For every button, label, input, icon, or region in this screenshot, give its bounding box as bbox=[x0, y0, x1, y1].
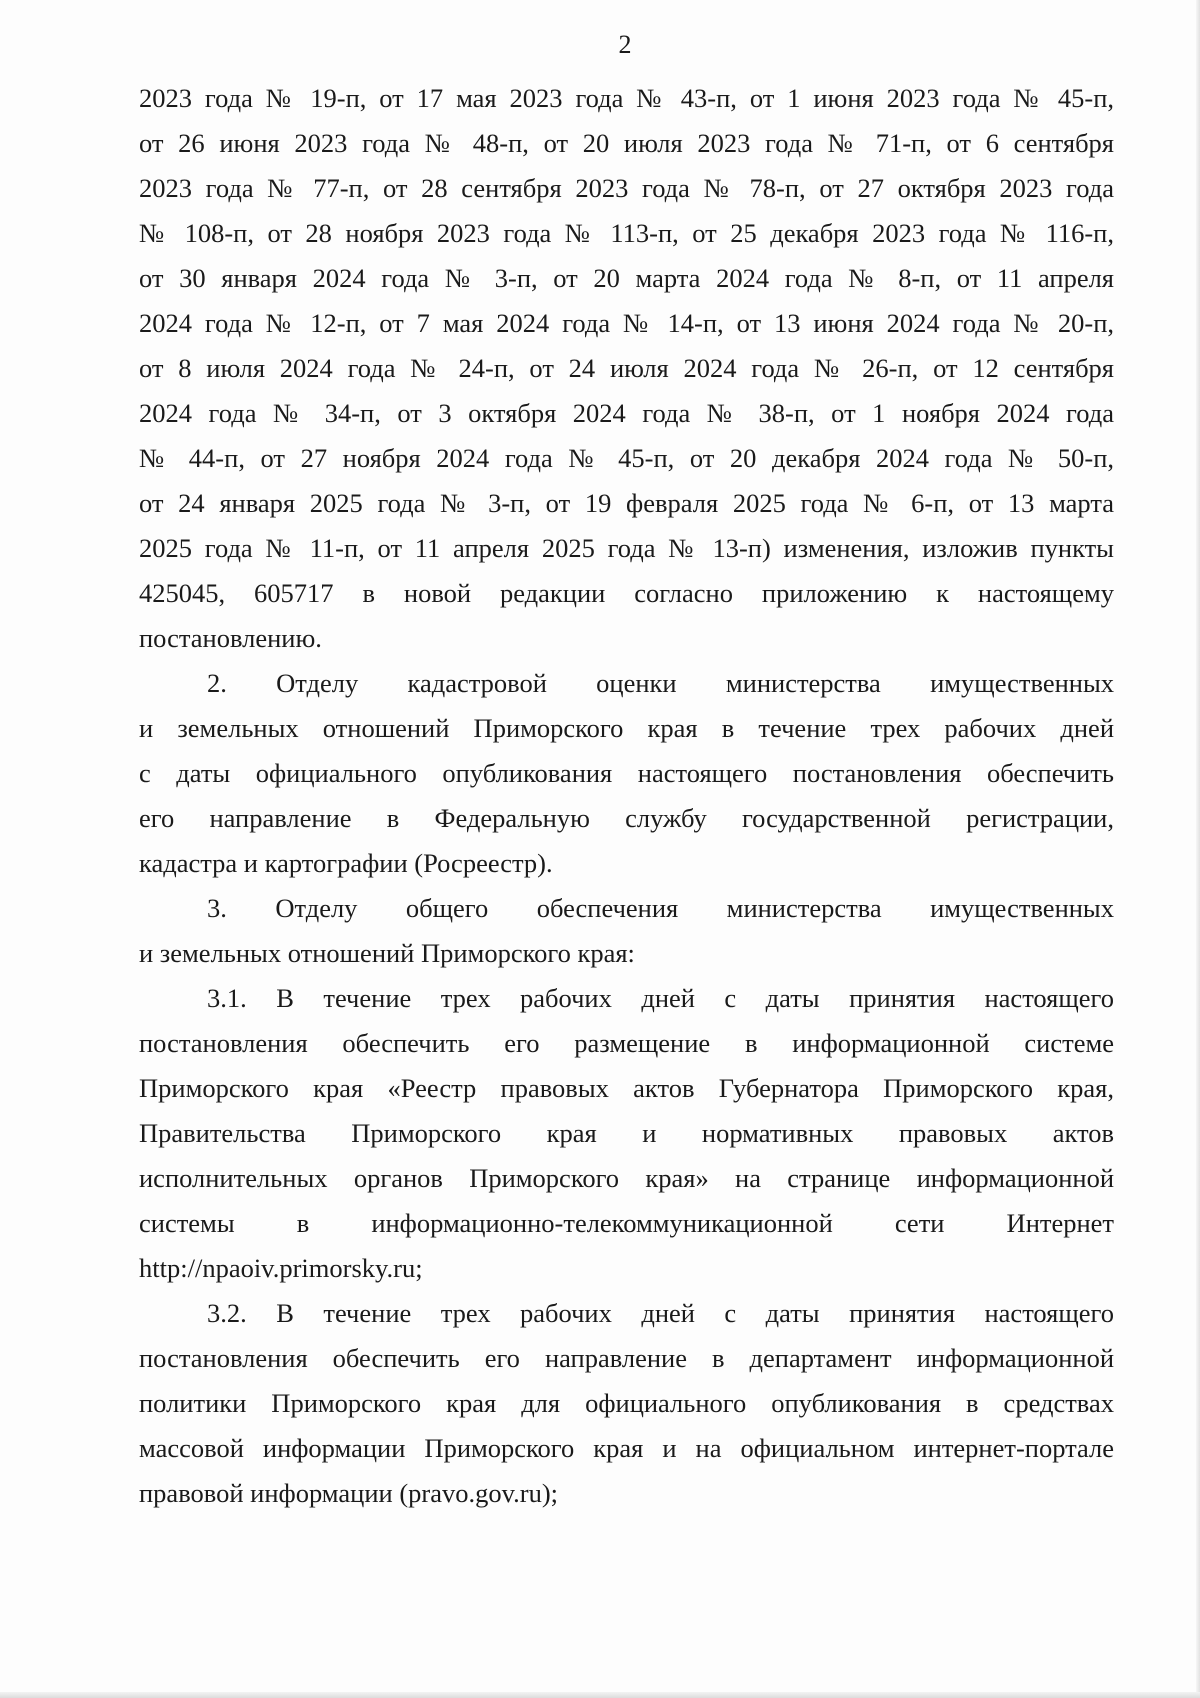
scan-edge bbox=[0, 1692, 1200, 1698]
text-line: 2024 года № 34-п, от 3 октября 2024 года № 38-п, от 1 ноября 2024 года bbox=[139, 398, 1114, 428]
text-line: 2024 года № 12-п, от 7 мая 2024 года № 14-п, от 13 июня 2024 года № 20-п, bbox=[139, 308, 1114, 338]
item-3-paragraph bbox=[139, 886, 1114, 976]
text-line: кадастра и картографии (Росреестр). bbox=[139, 848, 553, 878]
item-3-1-paragraph bbox=[139, 976, 1114, 1291]
text-line: от 26 июня 2023 года № 48-п, от 20 июля 2023 года № 71-п, от 6 сентября bbox=[139, 128, 1114, 158]
page-number: 2 bbox=[618, 30, 632, 59]
amendment-list-paragraph bbox=[139, 76, 1114, 661]
text-line: 3.2. В течение трех рабочих дней с даты принятия настоящего bbox=[207, 1298, 1114, 1328]
text-line: и земельных отношений Приморского края: bbox=[139, 938, 635, 968]
text-line: 2025 года № 11-п, от 11 апреля 2025 года № 13-п) изменения, изложив пункты bbox=[139, 533, 1114, 563]
text-line: постановления обеспечить его направление в департамент информационной bbox=[139, 1343, 1114, 1373]
text-line: 3. Отделу общего обеспечения министерства имущественных bbox=[207, 893, 1114, 923]
text-line: http://npaoiv.primorsky.ru; bbox=[139, 1253, 423, 1283]
text-line: от 24 января 2025 года № 3-п, от 19 февраля 2025 года № 6-п, от 13 марта bbox=[139, 488, 1114, 518]
item-3-2-paragraph bbox=[139, 1291, 1114, 1516]
text-line: 2. Отделу кадастровой оценки министерства имущественных bbox=[207, 668, 1114, 698]
item-2-paragraph bbox=[139, 661, 1114, 886]
text-line: 3.1. В течение трех рабочих дней с даты принятия настоящего bbox=[207, 983, 1114, 1013]
text-line: политики Приморского края для официального опубликования в средствах bbox=[139, 1388, 1114, 1418]
text-line: массовой информации Приморского края и на официальном интернет-портале bbox=[139, 1433, 1114, 1463]
text-line: Правительства Приморского края и нормативных правовых актов bbox=[139, 1118, 1114, 1148]
document-body bbox=[139, 76, 1114, 1516]
text-line: постановлению. bbox=[139, 623, 322, 653]
text-line: 425045, 605717 в новой редакции согласно приложению к настоящему bbox=[139, 578, 1114, 608]
text-line: правовой информации (pravo.gov.ru); bbox=[139, 1478, 559, 1508]
text-line: № 108-п, от 28 ноября 2023 года № 113-п, от 25 декабря 2023 года № 116-п, bbox=[139, 218, 1114, 248]
text-line: № 44-п, от 27 ноября 2024 года № 45-п, от 20 декабря 2024 года № 50-п, bbox=[139, 443, 1114, 473]
text-line: и земельных отношений Приморского края в течение трех рабочих дней bbox=[139, 713, 1114, 743]
text-line: с даты официального опубликования настоящего постановления обеспечить bbox=[139, 758, 1114, 788]
text-line: Приморского края «Реестр правовых актов Губернатора Приморского края, bbox=[139, 1073, 1114, 1103]
text-line: его направление в Федеральную службу государственной регистрации, bbox=[139, 803, 1114, 833]
text-line: 2023 года № 77-п, от 28 сентября 2023 года № 78-п, от 27 октября 2023 года bbox=[139, 173, 1114, 203]
text-line: от 30 января 2024 года № 3-п, от 20 марта 2024 года № 8-п, от 11 апреля bbox=[139, 263, 1114, 293]
text-line: системы в информационно-телекоммуникационной сети Интернет bbox=[139, 1208, 1114, 1238]
text-line: постановления обеспечить его размещение в информационной системе bbox=[139, 1028, 1114, 1058]
text-line: от 8 июля 2024 года № 24-п, от 24 июля 2024 года № 26-п, от 12 сентября bbox=[139, 353, 1114, 383]
text-line: 2023 года № 19-п, от 17 мая 2023 года № 43-п, от 1 июня 2023 года № 45-п, bbox=[139, 83, 1114, 113]
scan-edge bbox=[1196, 0, 1200, 1698]
text-line: исполнительных органов Приморского края» на странице информационной bbox=[139, 1163, 1114, 1193]
